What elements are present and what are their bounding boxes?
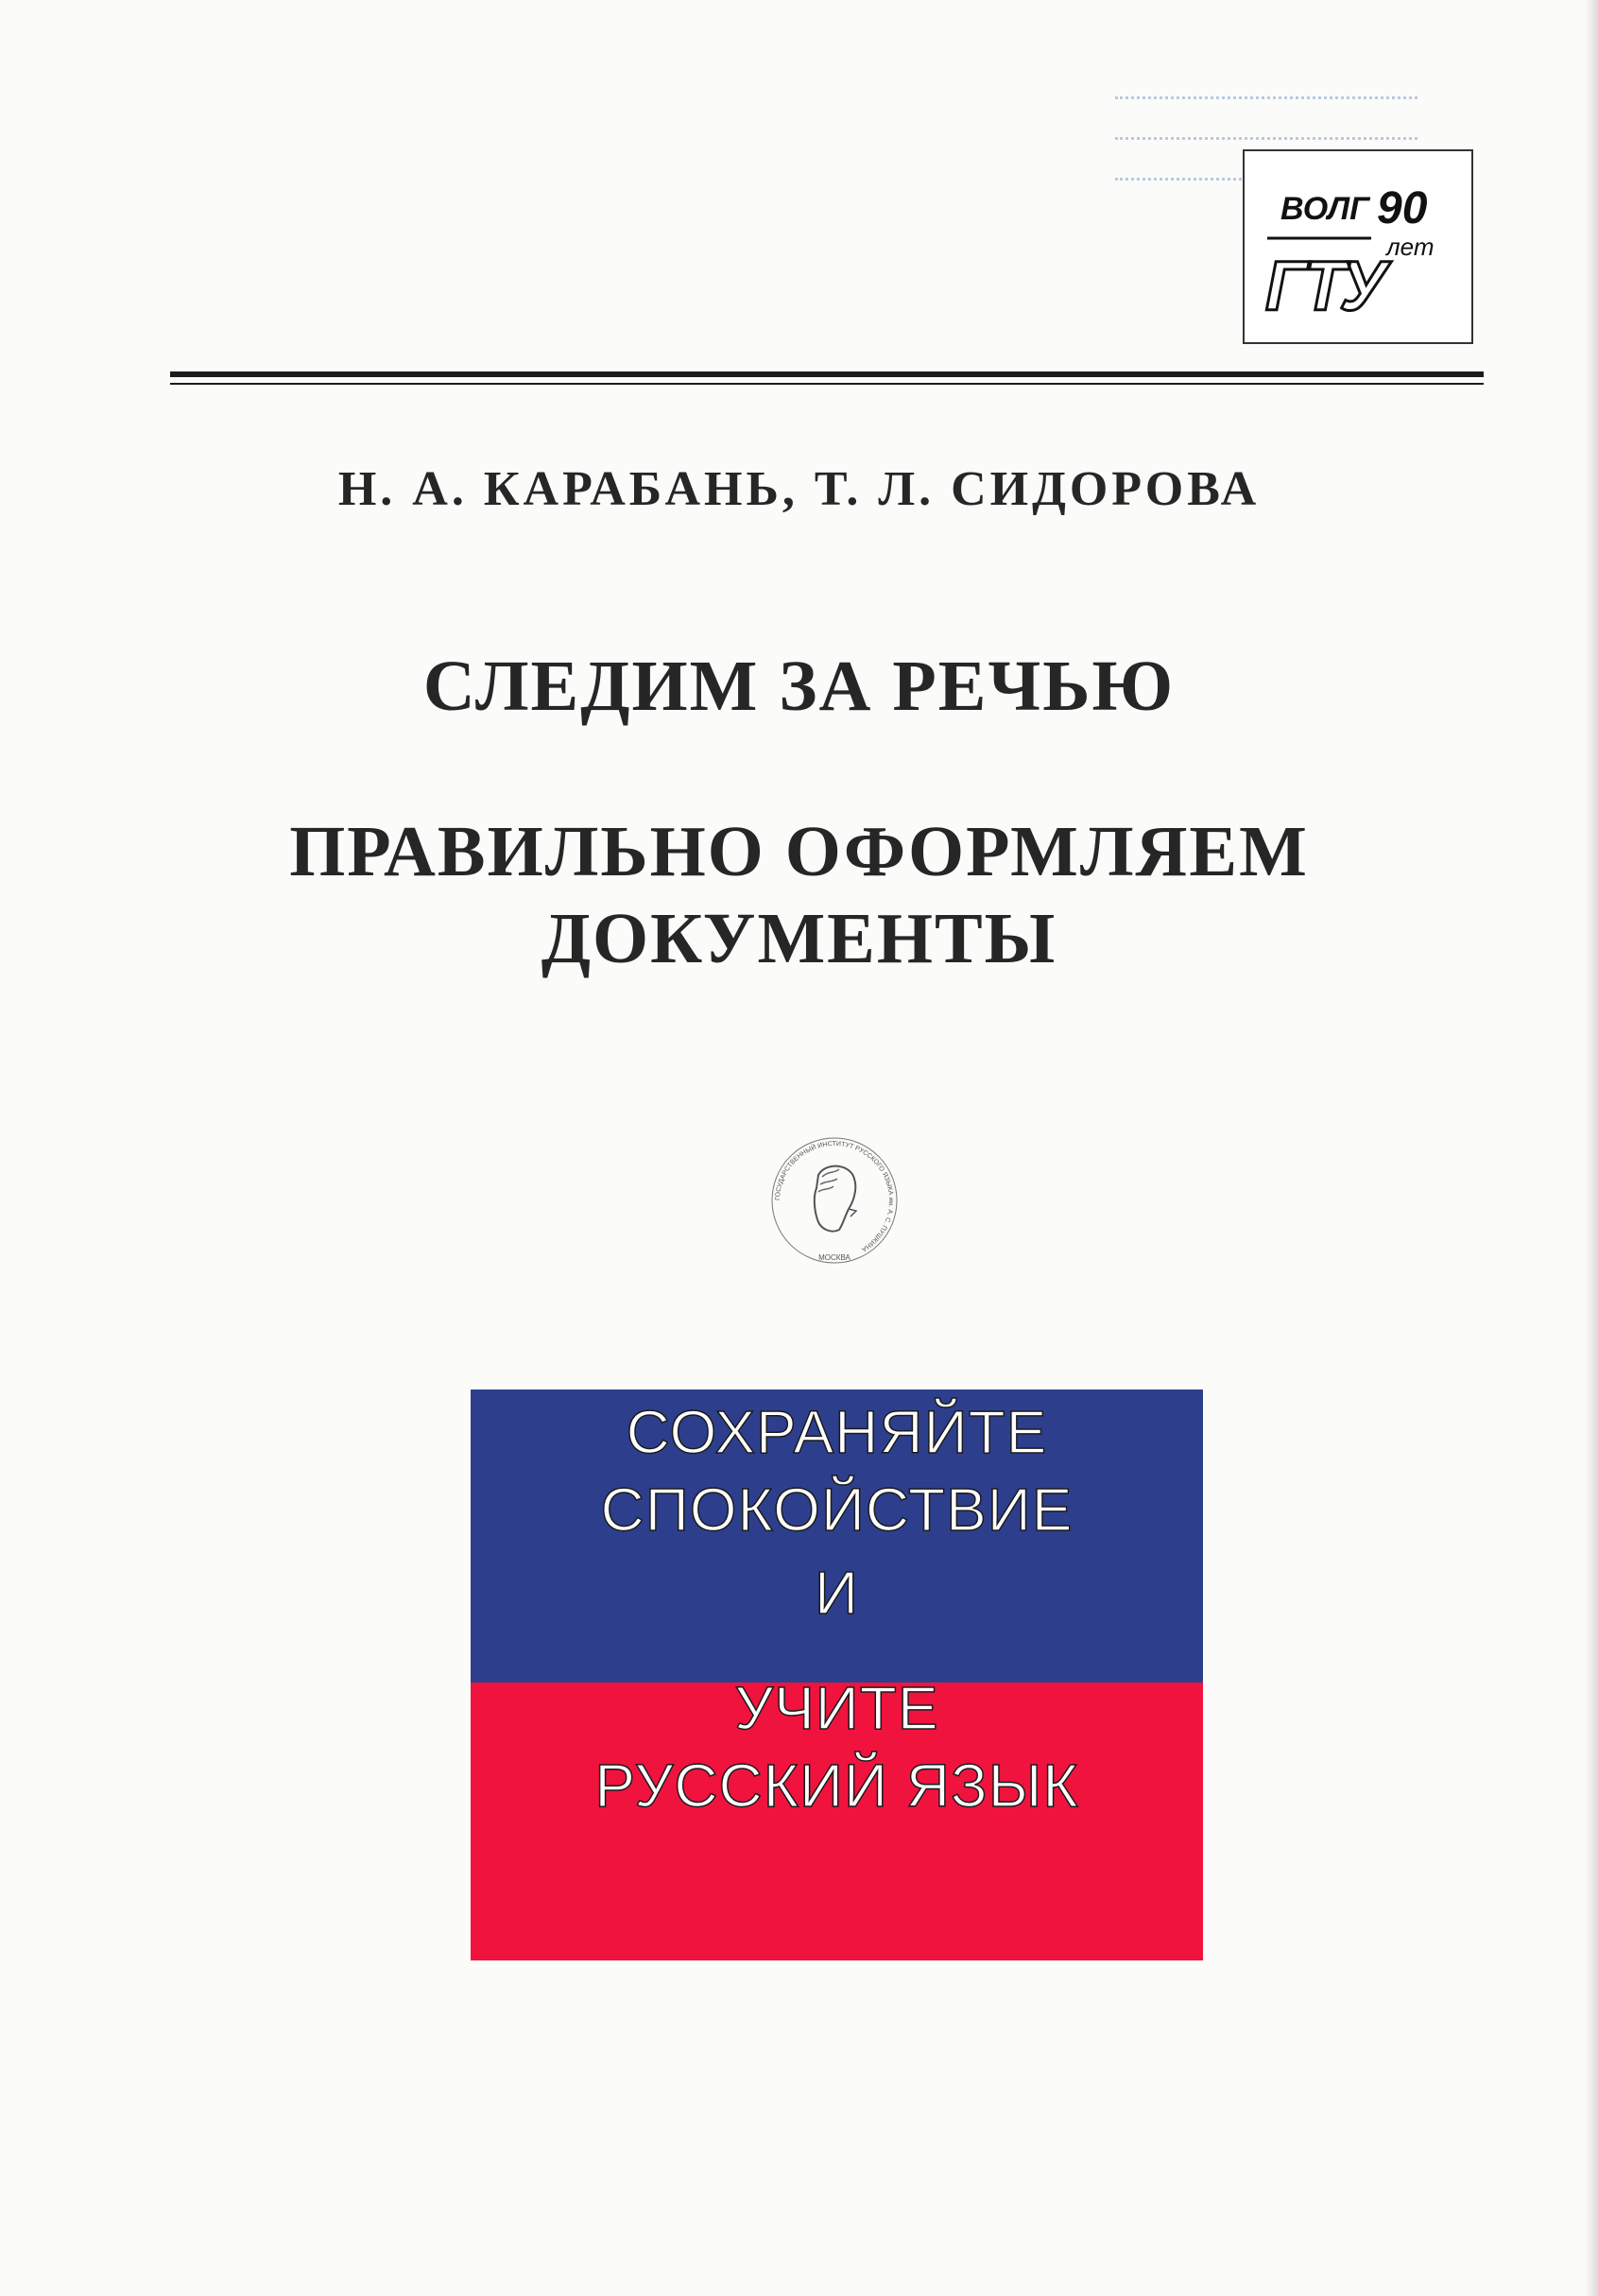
banner-line-4: УЧИТЕ <box>734 1674 939 1742</box>
banner-line-3: И <box>815 1559 859 1627</box>
header-rule-thick <box>170 371 1484 377</box>
publisher-emblem <box>764 1130 905 1271</box>
emblem-ring-text: ГОСУДАРСТВЕННЫЙ ИНСТИТУТ РУССКОГО ЯЗЫКА им. А. С. ПУШКИНА <box>774 1140 895 1252</box>
subtitle-line-2: ДОКУМЕНТЫ <box>541 899 1057 978</box>
book-subtitle <box>0 808 1598 982</box>
slogan-banner <box>471 1390 1203 1960</box>
university-logo <box>1243 149 1473 344</box>
subtitle-line-1: ПРАВИЛЬНО ОФОРМЛЯЕМ <box>289 812 1309 891</box>
logo-number: 90 <box>1377 183 1428 233</box>
authors: Н. А. КАРАБАНЬ, Т. Л. СИДОРОВА <box>337 462 1261 516</box>
banner-line-5: РУССКИЙ ЯЗЫК <box>594 1752 1079 1820</box>
logo-top-text: ВОЛГ <box>1280 191 1369 227</box>
scan-shadow-edge <box>1585 0 1598 2296</box>
emblem-city: МОСКВА <box>818 1253 851 1262</box>
logo-monogram: ГТУ <box>1265 247 1382 325</box>
banner-line-1: СОХРАНЯЙТЕ <box>626 1398 1048 1466</box>
header-rule-thin <box>170 383 1484 385</box>
portrait-profile-icon <box>815 1166 856 1232</box>
logo-years: лет <box>1386 233 1435 261</box>
svg-text:ГОСУДАРСТВЕННЫЙ ИНСТИТУТ РУССК <box>775 1141 894 1252</box>
book-title: СЛЕДИМ ЗА РЕЧЬЮ <box>422 647 1176 726</box>
banner-line-2: СПОКОЙСТВИЕ <box>600 1476 1074 1544</box>
